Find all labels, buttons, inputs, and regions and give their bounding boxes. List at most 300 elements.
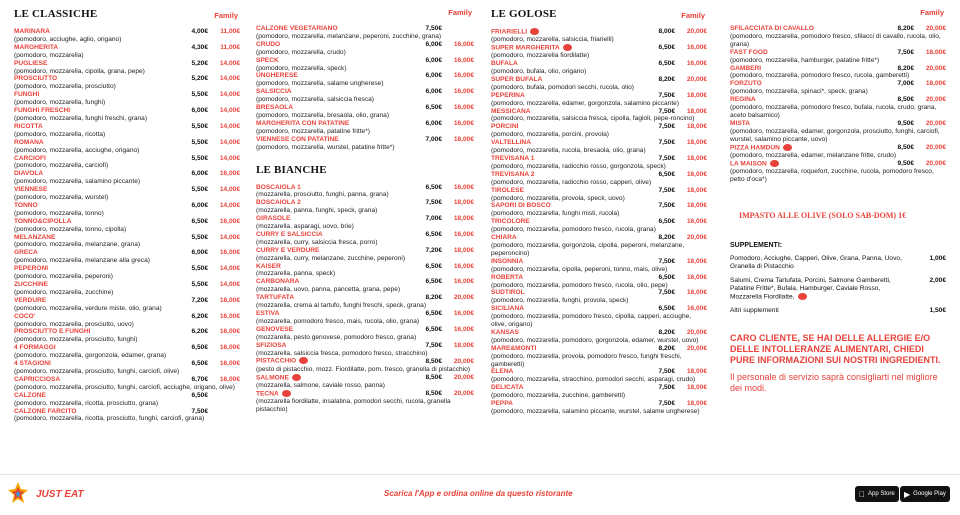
item-price: 7,50€ bbox=[897, 48, 914, 56]
new-badge-icon bbox=[563, 44, 572, 51]
item-name: BRESAOLA bbox=[256, 104, 293, 112]
item-family-price: 20,00€ bbox=[925, 143, 946, 151]
item-name: DIAVOLA bbox=[14, 170, 44, 178]
item-family-price: 16,00€ bbox=[219, 249, 240, 257]
item-price: 8,20€ bbox=[897, 64, 914, 72]
item-family-price: 14,00€ bbox=[219, 138, 240, 146]
item-family-price: 11,00€ bbox=[220, 43, 240, 51]
menu-item-row bbox=[256, 294, 474, 302]
menu-item bbox=[730, 96, 946, 120]
app-store-button[interactable]: App Store bbox=[855, 486, 899, 502]
item-family-price: 20,00€ bbox=[686, 344, 707, 352]
item-description: (pomodoro, mozzarella, pomodoro fresco, rucola, grana) bbox=[491, 226, 656, 234]
menu-item bbox=[491, 92, 707, 108]
menu-item bbox=[256, 342, 474, 358]
apple-icon bbox=[859, 490, 865, 499]
menu-item bbox=[491, 108, 707, 124]
brand-name: JUST EAT bbox=[36, 489, 84, 500]
item-name: SUDTIROL bbox=[491, 289, 525, 297]
item-description: (mozzarella, pomodoro fresco, mais, rucola, olio, grana) bbox=[256, 317, 420, 325]
item-price: 7,20€ bbox=[425, 246, 442, 254]
item-family-price: 16,00€ bbox=[453, 262, 474, 270]
menu-item bbox=[491, 60, 707, 76]
menu-item-row bbox=[14, 344, 240, 352]
menu-item bbox=[14, 139, 240, 155]
item-price: 6,50€ bbox=[658, 273, 675, 281]
item-name: REGINA bbox=[730, 96, 756, 104]
item-price: 7,50€ bbox=[658, 202, 675, 210]
item-family-price: 16,00€ bbox=[219, 375, 240, 383]
item-name: SICILIANA bbox=[491, 305, 524, 313]
item-family-price: 16,00€ bbox=[453, 230, 474, 238]
item-description: (pomodoro, mozzarella, pomodoro fresco, sfilacci di cavallo, rucola, olio, grana) bbox=[730, 32, 941, 48]
item-description: (mozzarella, curry, melanzane, zucchine, peperoni) bbox=[256, 254, 406, 262]
item-name: MISTA bbox=[730, 119, 751, 127]
item-price: 6,50€ bbox=[425, 325, 442, 333]
item-name: SFILACCIATA DI CAVALLO bbox=[730, 25, 814, 32]
menu-item bbox=[256, 357, 474, 373]
item-description: (pomodoro, mozzarella, bresaola, olio, grana) bbox=[256, 111, 390, 119]
menu-item bbox=[14, 376, 240, 392]
item-name: MARGHERITA bbox=[14, 43, 59, 51]
just-eat-logo-icon bbox=[8, 481, 28, 505]
section-header-golose bbox=[491, 8, 707, 20]
menu-list-col4 bbox=[730, 25, 946, 184]
item-name: MARGHERITA CON PATATINE bbox=[256, 119, 350, 127]
supplement-row bbox=[730, 255, 946, 271]
item-description: (mozzarella, panna, speck) bbox=[256, 270, 336, 278]
item-description: (pomodoro, mozzarella, edamer, melanzane fritte, crudo) bbox=[730, 151, 897, 159]
item-price: 8,50€ bbox=[425, 373, 442, 381]
item-name: GRECA bbox=[14, 249, 38, 257]
item-family-price: 20,00€ bbox=[453, 294, 474, 302]
menu-item bbox=[491, 234, 707, 258]
item-description: (pomodoro, mozzarella, tonno) bbox=[14, 209, 104, 217]
item-price: 7,50€ bbox=[658, 155, 675, 162]
item-family-price: 14,00€ bbox=[219, 91, 240, 99]
item-price: 8,50€ bbox=[425, 357, 442, 365]
item-family-price: 16,00€ bbox=[219, 328, 240, 336]
item-description: (pomodoro, mozzarella, acciughe, origano) bbox=[14, 146, 140, 154]
item-description: (pomodoro, mozzarella, provola, pomodoro fresco, funghi freschi, gamberetti) bbox=[491, 352, 682, 368]
item-name: TONNO bbox=[14, 201, 38, 209]
menu-item-row bbox=[14, 218, 240, 226]
item-price: 6,50€ bbox=[425, 104, 442, 112]
menu-item-row bbox=[14, 360, 240, 368]
item-family-price: 16,00€ bbox=[453, 278, 474, 286]
menu-item-row bbox=[491, 258, 707, 266]
menu-item bbox=[14, 155, 240, 171]
menu-item bbox=[256, 72, 474, 88]
item-name: KANSAS bbox=[491, 328, 519, 336]
menu-item bbox=[256, 247, 474, 263]
menu-item-row bbox=[730, 96, 946, 104]
item-family-price: 14,00€ bbox=[219, 154, 240, 162]
item-name: CAPRICCIOSA bbox=[14, 375, 61, 383]
menu-item-row bbox=[14, 91, 240, 99]
menu-item bbox=[256, 25, 474, 41]
google-play-button[interactable]: ▶ Google Play bbox=[900, 486, 950, 502]
menu-item bbox=[491, 289, 707, 305]
item-family-price: 14,00€ bbox=[219, 59, 240, 67]
item-name: PORCINI bbox=[491, 123, 519, 131]
menu-item-row bbox=[14, 265, 240, 273]
item-family-price: 18,00€ bbox=[686, 400, 707, 408]
item-price: 7,50€ bbox=[425, 25, 442, 32]
menu-item bbox=[14, 360, 240, 376]
menu-item-row bbox=[14, 408, 240, 416]
impasto-note: IMPASTO ALLE OLIVE (SOLO SAB-DOM) 1€ bbox=[739, 210, 907, 220]
item-family-price: 18,00€ bbox=[925, 48, 946, 56]
menu-item-row bbox=[256, 25, 474, 33]
menu-item-row bbox=[14, 234, 240, 242]
play-icon: ▶ bbox=[904, 489, 911, 499]
new-badge-icon bbox=[770, 160, 779, 167]
item-price: 5,50€ bbox=[191, 154, 208, 162]
menu-item-row bbox=[491, 329, 707, 337]
item-price: 5,50€ bbox=[191, 138, 208, 146]
item-name: SPECK bbox=[256, 56, 279, 64]
item-family-price: 20,00€ bbox=[925, 25, 946, 32]
family-label: Family bbox=[920, 8, 944, 17]
item-name: SALSICCIA bbox=[256, 88, 292, 96]
menu-item bbox=[491, 329, 707, 345]
menu-item-row bbox=[14, 297, 240, 305]
item-name: TIROLESE bbox=[491, 186, 524, 194]
item-description: (pomodoro, mozzarella, pomodoro fresco, rucola, gamberetti) bbox=[730, 72, 910, 80]
menu-item-row bbox=[256, 215, 474, 223]
item-name: SAPORI DI BOSCO bbox=[491, 202, 551, 210]
supplement-price: 1,50€ bbox=[929, 306, 946, 314]
menu-item bbox=[14, 218, 240, 234]
item-name: VALTELLINA bbox=[491, 139, 532, 147]
item-name: CALZONE bbox=[14, 391, 46, 399]
item-price: 7,50€ bbox=[191, 407, 208, 415]
menu-item-row bbox=[256, 57, 474, 65]
menu-item bbox=[14, 123, 240, 139]
item-description: (pomodoro, mozzarella, provola, speck, uovo) bbox=[491, 194, 625, 202]
item-family-price: 11,00€ bbox=[220, 28, 240, 35]
item-price: 8,00€ bbox=[658, 28, 675, 36]
item-description: (mozzarella, crema al tartufo, funghi freschi, speck, grana) bbox=[256, 302, 427, 310]
menu-item bbox=[730, 25, 946, 49]
item-family-price: 18,00€ bbox=[686, 289, 707, 297]
item-description: (pomodoro, mozzarella, salsiccia fresca, cipolla, fagioli, pepe-roncino) bbox=[491, 115, 695, 123]
item-family-price: 14,00€ bbox=[219, 233, 240, 241]
menu-item-row bbox=[491, 44, 707, 52]
section-title: LE GOLOSE bbox=[491, 8, 557, 20]
item-family-price: 20,00€ bbox=[925, 119, 946, 127]
menu-item-row bbox=[491, 60, 707, 68]
menu-item-row bbox=[14, 313, 240, 321]
supplementi-title: SUPPLEMENTI: bbox=[730, 241, 783, 249]
item-price: 6,50€ bbox=[425, 278, 442, 286]
item-description: (mozzarella, salmone, caviale rosso, panna) bbox=[256, 381, 386, 389]
item-family-price: 20,00€ bbox=[925, 96, 946, 104]
item-name: VIENNESE CON PATATINE bbox=[256, 135, 339, 143]
menu-item bbox=[491, 368, 707, 384]
menu-item-row bbox=[256, 184, 474, 192]
menu-item bbox=[14, 297, 240, 313]
item-name: KAISER bbox=[256, 262, 281, 270]
menu-item-row bbox=[491, 368, 707, 376]
menu-item-row bbox=[730, 49, 946, 57]
menu-item-row bbox=[256, 310, 474, 318]
menu-item-row bbox=[491, 289, 707, 297]
item-family-price: 14,00€ bbox=[219, 201, 240, 209]
item-family-price: 16,00€ bbox=[453, 40, 474, 48]
item-name: BOSCAIOLA 1 bbox=[256, 183, 301, 191]
menu-item-row bbox=[730, 160, 946, 168]
item-family-price: 18,00€ bbox=[453, 135, 474, 143]
item-price: 6,00€ bbox=[425, 88, 442, 96]
supplement-text: Altri supplementi bbox=[730, 306, 779, 314]
item-family-price: 16,00€ bbox=[219, 217, 240, 225]
staff-notice: Il personale di servizio saprà consigliarti nel migliore dei modi. bbox=[730, 371, 938, 393]
item-family-price: 16,00€ bbox=[219, 170, 240, 178]
menu-item bbox=[256, 104, 474, 120]
item-name: CHIARA bbox=[491, 234, 517, 242]
menu-item-row bbox=[256, 357, 474, 365]
item-price: 6,00€ bbox=[425, 72, 442, 80]
item-family-price: 16,00€ bbox=[219, 360, 240, 368]
menu-item bbox=[491, 123, 707, 139]
menu-item bbox=[14, 392, 240, 408]
item-price: 6,00€ bbox=[425, 56, 442, 64]
item-price: 6,00€ bbox=[191, 107, 208, 115]
item-price: 8,50€ bbox=[897, 143, 914, 151]
section-header-bianche bbox=[256, 164, 474, 176]
item-description: (pomodoro, mozzarella, wurstel) bbox=[14, 194, 109, 202]
item-name: PEPPA bbox=[491, 400, 513, 408]
menu-item bbox=[491, 171, 707, 187]
menu-item-row bbox=[14, 155, 240, 163]
menu-item bbox=[14, 44, 240, 60]
menu-item-row bbox=[491, 155, 707, 163]
download-cta[interactable]: Scarica l'App e ordina online da questo ristorante bbox=[384, 489, 573, 498]
item-price: 8,20€ bbox=[658, 328, 675, 336]
menu-item bbox=[491, 44, 707, 60]
menu-item bbox=[256, 199, 474, 215]
item-family-price: 14,00€ bbox=[219, 75, 240, 83]
item-price: 7,20€ bbox=[191, 296, 208, 304]
menu-item bbox=[256, 88, 474, 104]
menu-item-row bbox=[14, 139, 240, 147]
menu-item-row bbox=[14, 202, 240, 210]
item-name: FORZUTO bbox=[730, 80, 762, 88]
item-description: (pomodoro, mozzarella, salsiccia fresca) bbox=[256, 96, 374, 104]
item-name: PIZZA HAMDUN bbox=[730, 144, 888, 152]
item-description: (pomodoro, mozzarella, prosciutto, uovo) bbox=[14, 320, 134, 328]
menu-item bbox=[14, 60, 240, 76]
menu-item-row bbox=[14, 28, 240, 36]
item-price: 7,50€ bbox=[658, 123, 675, 131]
item-name: MESSICANA bbox=[491, 107, 531, 115]
menu-item-row bbox=[256, 342, 474, 350]
menu-item bbox=[14, 170, 240, 186]
item-description: (pomodoro, mozzarella, verdure miste, olio, grana) bbox=[14, 304, 162, 312]
item-price: 8,50€ bbox=[897, 96, 914, 104]
item-name: SUPER MARGHERITA bbox=[491, 44, 649, 52]
menu-item-row bbox=[14, 281, 240, 289]
menu-item bbox=[256, 263, 474, 279]
item-name: MARE&MONTI bbox=[491, 344, 537, 352]
section-header-classiche bbox=[14, 8, 240, 20]
menu-item bbox=[14, 313, 240, 329]
item-description: (pomodoro, mozzarella, porcini, provola) bbox=[491, 131, 610, 139]
item-name: ELENA bbox=[491, 368, 514, 376]
menu-item-row bbox=[14, 107, 240, 115]
supplement-row bbox=[730, 277, 946, 301]
item-description: (pomodoro, mozzarella, prosciutto, funghi, carciofi, acciughe, origano, olive) bbox=[14, 383, 236, 391]
item-price: 8,20€ bbox=[658, 75, 675, 83]
item-family-price: 16,00€ bbox=[453, 183, 474, 191]
item-name: LA MAISON bbox=[730, 160, 888, 168]
item-description: (pomodoro, mozzarella, speck) bbox=[256, 64, 347, 72]
item-name: PISTACCHIO bbox=[256, 357, 416, 365]
item-name: TREVISANA 1 bbox=[491, 155, 535, 162]
item-description: (pomodoro, mozzarella, radicchio rosso, capperi, olive) bbox=[491, 178, 652, 186]
item-name: BOSCAIOLA 2 bbox=[256, 199, 301, 207]
item-description: (pomodoro, bufala, olio, origano) bbox=[491, 68, 587, 76]
item-family-price: 16,00€ bbox=[453, 56, 474, 64]
new-badge-icon bbox=[530, 28, 539, 35]
column-classiche bbox=[14, 8, 240, 423]
item-name: TARTUFATA bbox=[256, 294, 295, 302]
item-name: CALZONE FARCITO bbox=[14, 407, 77, 415]
item-description: (mozzarella, pesto genovese, pomodoro fresco, grana) bbox=[256, 333, 417, 341]
item-name: PUGLIESE bbox=[14, 59, 48, 67]
section-header-col2 bbox=[256, 8, 474, 17]
item-price: 6,00€ bbox=[425, 40, 442, 48]
item-price: 5,20€ bbox=[191, 75, 208, 83]
item-description: (mozzarella, curry, salsiccia fresca, porro) bbox=[256, 238, 378, 246]
column-golose bbox=[491, 8, 707, 416]
item-name: PROSCIUTTO bbox=[14, 75, 58, 83]
item-name: MELANZANE bbox=[14, 233, 56, 241]
item-family-price: 14,00€ bbox=[219, 281, 240, 288]
item-family-price: 20,00€ bbox=[453, 357, 474, 365]
menu-item bbox=[491, 400, 707, 416]
item-family-price: 16,00€ bbox=[219, 312, 240, 320]
menu-item bbox=[14, 265, 240, 281]
item-description: (pomodoro, mozzarella, pomodoro fresco, cipolla, capperi, acciughe, olive, origano) bbox=[491, 313, 692, 329]
family-label: Family bbox=[214, 11, 238, 20]
item-price: 7,50€ bbox=[658, 257, 675, 265]
item-description: (pomodoro, mozzarella fiordilatte) bbox=[491, 52, 590, 60]
menu-item bbox=[256, 57, 474, 73]
menu-item bbox=[491, 76, 707, 92]
item-description: (pomodoro, acciughe, aglio, origano) bbox=[14, 35, 122, 43]
menu-item bbox=[256, 136, 474, 152]
new-badge-icon bbox=[292, 374, 301, 381]
item-name: CURRY E VERDURE bbox=[256, 246, 320, 254]
supplement-price: 2,00€ bbox=[929, 276, 946, 284]
menu-item-row bbox=[256, 231, 474, 239]
menu-item bbox=[14, 28, 240, 44]
menu-item bbox=[730, 49, 946, 65]
item-family-price: 14,00€ bbox=[219, 186, 240, 194]
item-price: 5,50€ bbox=[191, 91, 208, 99]
item-description: (pomodoro, mozzarella, gorgonzola, cipolla, peperoni, melanzane, peperoncino) bbox=[491, 241, 685, 257]
menu-list-golose bbox=[491, 28, 707, 416]
item-price: 4,00€ bbox=[191, 28, 208, 35]
item-price: 4,30€ bbox=[191, 43, 208, 51]
menu-item bbox=[256, 374, 474, 390]
item-family-price: 16,00€ bbox=[453, 325, 474, 333]
item-price: 6,50€ bbox=[658, 305, 675, 313]
item-name: INSONNIA bbox=[491, 257, 524, 265]
item-name: FUNGHI bbox=[14, 91, 40, 99]
menu-item bbox=[256, 310, 474, 326]
menu-item-row bbox=[14, 249, 240, 257]
menu-item bbox=[14, 234, 240, 250]
menu-item-row bbox=[256, 390, 474, 398]
item-family-price: 18,00€ bbox=[453, 341, 474, 349]
menu-item bbox=[730, 144, 946, 160]
item-name: VERDURE bbox=[14, 296, 47, 304]
item-family-price: 16,00€ bbox=[686, 273, 707, 281]
menu-item-row bbox=[256, 41, 474, 49]
item-description: (pomodoro, mozzarella, melanzane, grana) bbox=[14, 241, 141, 249]
item-price: 7,50€ bbox=[658, 384, 675, 392]
menu-item bbox=[491, 202, 707, 218]
menu-item-row bbox=[730, 80, 946, 88]
menu-item-row bbox=[256, 136, 474, 144]
item-description: (pomodoro, mozzarella, ricotta) bbox=[14, 130, 106, 138]
item-price: 6,50€ bbox=[191, 217, 208, 225]
menu-item bbox=[491, 187, 707, 203]
item-family-price: 18,00€ bbox=[686, 123, 707, 131]
item-name: CARBONARA bbox=[256, 278, 300, 286]
menu-item bbox=[256, 41, 474, 57]
item-family-price: 18,00€ bbox=[686, 139, 707, 147]
menu-item bbox=[14, 107, 240, 123]
item-description: (pomodoro, mozzarella, funghi freschi, grana) bbox=[14, 114, 148, 122]
item-name: TRICOLORE bbox=[491, 218, 530, 226]
item-price: 7,50€ bbox=[658, 400, 675, 408]
item-name: TECNA bbox=[256, 390, 416, 398]
item-name: TONNO&CIPOLLA bbox=[14, 217, 72, 225]
item-name: SUPER BUFALA bbox=[491, 75, 543, 83]
item-price: 5,20€ bbox=[191, 59, 208, 67]
item-family-price: 18,00€ bbox=[219, 296, 240, 304]
item-description: (pomodoro, mozzarella, spinaci*, speck, grana) bbox=[730, 88, 868, 96]
menu-item bbox=[14, 75, 240, 91]
family-label: Family bbox=[448, 8, 472, 17]
item-description: (mozzarella, prosciutto, funghi, panna, grana) bbox=[256, 191, 389, 199]
item-name: VIENNESE bbox=[14, 186, 48, 194]
item-family-price: 20,00€ bbox=[686, 28, 707, 36]
menu-item bbox=[730, 120, 946, 144]
item-family-price: 18,00€ bbox=[686, 368, 707, 376]
menu-item-row bbox=[491, 92, 707, 100]
menu-item-row bbox=[491, 108, 707, 116]
item-description: (pomodoro, mozzarella, stracchino, pomodori secchi, asparagi, crudo) bbox=[491, 376, 696, 384]
item-name: RICOTTA bbox=[14, 122, 43, 130]
item-family-price: 14,00€ bbox=[219, 122, 240, 130]
menu-item bbox=[14, 344, 240, 360]
item-family-price: 14,00€ bbox=[219, 107, 240, 115]
menu-item-row bbox=[491, 202, 707, 210]
item-name: MARINARA bbox=[14, 28, 50, 35]
menu-item-row bbox=[14, 44, 240, 52]
item-description: (pomodoro, mozzarella, salamino piccante, wurstel, salame ungherese) bbox=[491, 408, 700, 415]
item-price: 8,20€ bbox=[658, 344, 675, 352]
item-family-price: 18,00€ bbox=[453, 199, 474, 207]
menu-item bbox=[491, 139, 707, 155]
menu-item bbox=[14, 249, 240, 265]
